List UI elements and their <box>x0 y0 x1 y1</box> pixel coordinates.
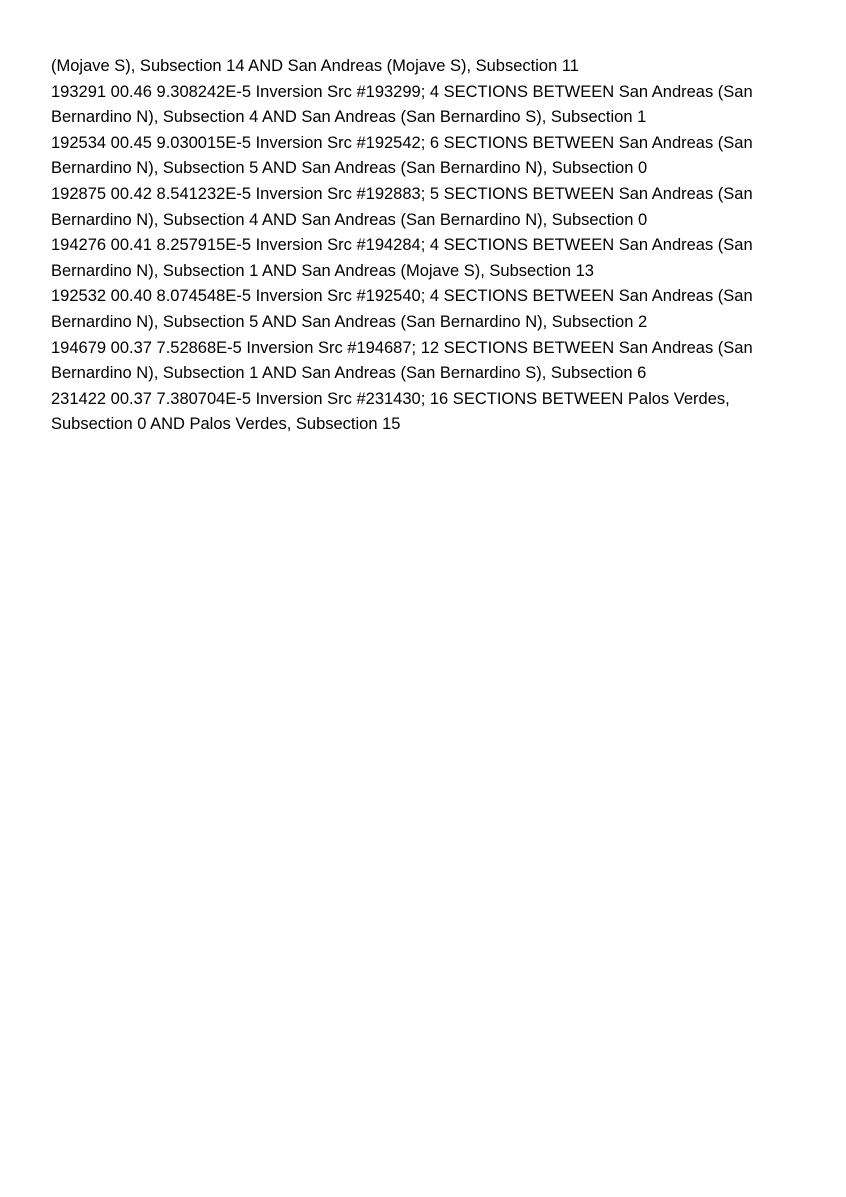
text-line: Bernardino N), Subsection 1 AND San Andreas (Mojave S), Subsection 13 <box>51 261 594 280</box>
inversion-records-text-block <box>51 54 796 438</box>
text-line: 192532 00.40 8.074548E-5 Inversion Src #192540; 4 SECTIONS BETWEEN San Andreas (San <box>51 287 753 306</box>
text-line: Bernardino N), Subsection 5 AND San Andreas (San Bernardino N), Subsection 2 <box>51 312 648 331</box>
text-line: Bernardino N), Subsection 4 AND San Andreas (San Bernardino S), Subsection 1 <box>51 108 647 127</box>
text-line: 192875 00.42 8.541232E-5 Inversion Src #192883; 5 SECTIONS BETWEEN San Andreas (San <box>51 184 753 203</box>
text-line: 194679 00.37 7.52868E-5 Inversion Src #194687; 12 SECTIONS BETWEEN San Andreas (San <box>51 338 753 357</box>
text-line: 193291 00.46 9.308242E-5 Inversion Src #193299; 4 SECTIONS BETWEEN San Andreas (San <box>51 82 753 101</box>
text-line: Subsection 0 AND Palos Verdes, Subsection 15 <box>51 415 401 434</box>
text-line: 192534 00.45 9.030015E-5 Inversion Src #192542; 6 SECTIONS BETWEEN San Andreas (San <box>51 133 753 152</box>
text-line: 194276 00.41 8.257915E-5 Inversion Src #194284; 4 SECTIONS BETWEEN San Andreas (San <box>51 236 753 255</box>
text-line: Bernardino N), Subsection 1 AND San Andreas (San Bernardino S), Subsection 6 <box>51 364 647 383</box>
text-line: (Mojave S), Subsection 14 AND San Andreas (Mojave S), Subsection 11 <box>51 57 579 75</box>
text-line: Bernardino N), Subsection 4 AND San Andreas (San Bernardino N), Subsection 0 <box>51 210 648 229</box>
text-line: 231422 00.37 7.380704E-5 Inversion Src #231430; 16 SECTIONS BETWEEN Palos Verdes, <box>51 389 730 408</box>
text-line: Bernardino N), Subsection 5 AND San Andreas (San Bernardino N), Subsection 0 <box>51 159 648 178</box>
